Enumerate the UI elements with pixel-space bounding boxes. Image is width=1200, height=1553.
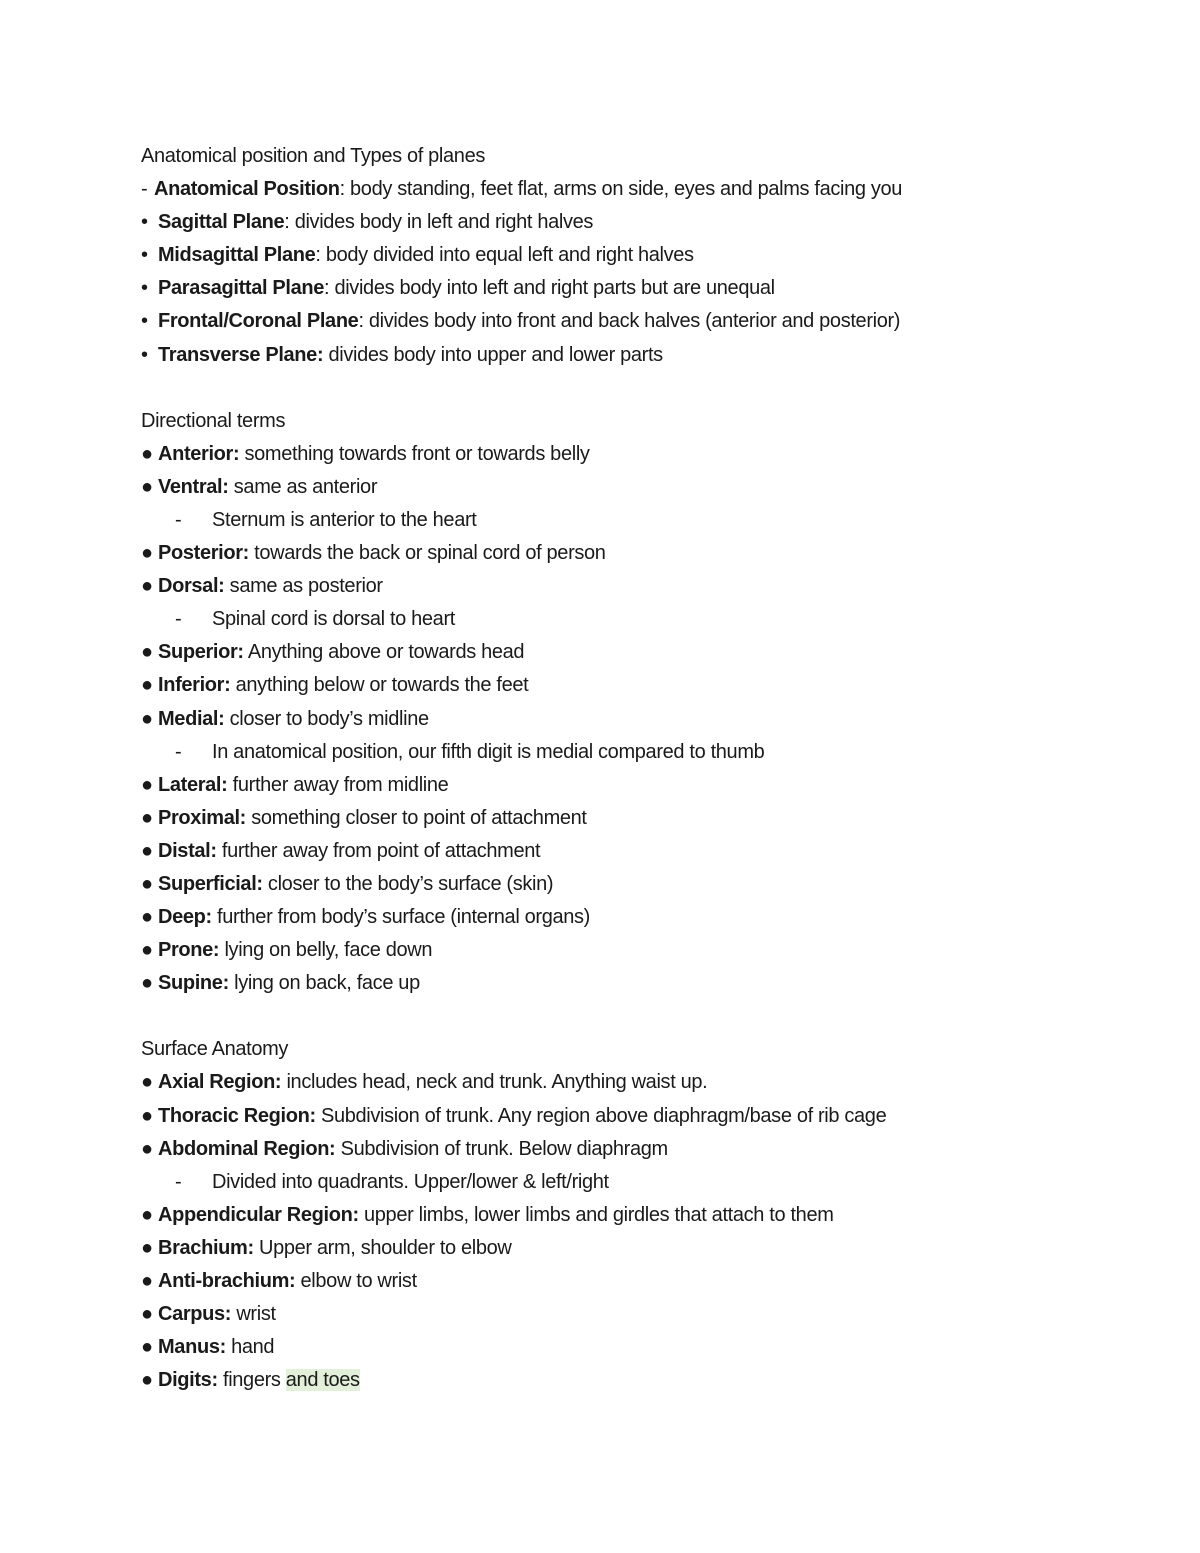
term-separator: : xyxy=(358,310,364,333)
term: Brachium: xyxy=(158,1236,254,1259)
term: Sagittal Plane xyxy=(158,211,285,234)
dash-marker: - xyxy=(175,740,182,763)
term-separator: : xyxy=(324,277,330,300)
term-separator: : xyxy=(339,178,345,201)
list-item xyxy=(141,1066,1141,1099)
section-heading: Surface Anatomy xyxy=(141,1038,289,1061)
term: Manus: xyxy=(158,1336,226,1359)
list-item xyxy=(141,471,1141,504)
list-item xyxy=(141,206,1141,239)
bullet-marker: • xyxy=(141,310,148,333)
definition: hand xyxy=(225,1336,275,1359)
list-item xyxy=(141,802,1141,835)
bullet-marker: ● xyxy=(141,1104,153,1127)
term: Superficial: xyxy=(158,872,263,895)
definition: something closer to point of attachment xyxy=(246,806,587,829)
bullet-marker: ● xyxy=(141,1270,153,1292)
bullet-marker: ● xyxy=(141,442,153,465)
list-item xyxy=(141,173,1141,206)
list-item xyxy=(141,967,1141,1000)
definition: body divided into equal left and right halves xyxy=(320,244,694,267)
section-directional-terms xyxy=(141,405,1141,1001)
definition: body standing, feet flat, arms on side, eyes and palms facing you xyxy=(344,178,903,201)
list-item xyxy=(141,636,1141,669)
definition: Divided into quadrants. Upper/lower & left/right xyxy=(212,1170,609,1193)
list-item xyxy=(141,1364,1141,1397)
term: Thoracic Region: xyxy=(158,1104,316,1127)
definition: same as posterior xyxy=(224,575,383,598)
term: Abdominal Region: xyxy=(158,1137,336,1160)
term: Anterior: xyxy=(158,442,240,465)
bullet-marker: • xyxy=(141,343,148,366)
section-anatomical-position xyxy=(141,140,1141,372)
term: Superior: xyxy=(158,641,244,664)
bullet-marker: • xyxy=(141,277,148,300)
list-item xyxy=(141,1232,1141,1265)
bullet-marker: ● xyxy=(141,906,153,929)
bullet-marker: ● xyxy=(141,872,153,895)
dash-marker: - xyxy=(175,608,182,631)
definition: towards the back or spinal cord of person xyxy=(248,542,606,565)
bullet-marker: ● xyxy=(141,1336,153,1359)
bullet-marker: ● xyxy=(141,641,153,664)
definition: lying on back, face up xyxy=(228,972,420,995)
definition: divides body into upper and lower parts xyxy=(323,343,663,366)
bullet-marker: ● xyxy=(141,1071,153,1094)
bullet-marker: ● xyxy=(141,1303,153,1326)
term: Dorsal: xyxy=(158,575,225,598)
term: Appendicular Region: xyxy=(158,1203,359,1226)
section-surface-anatomy xyxy=(141,1033,1141,1397)
list-item xyxy=(141,1199,1141,1232)
dash-marker: - xyxy=(175,1170,182,1193)
definition: elbow to wrist xyxy=(295,1270,417,1292)
term: Frontal/Coronal Plane xyxy=(158,310,359,333)
list-item xyxy=(141,305,1141,338)
list-item xyxy=(141,1331,1141,1364)
term: Transverse Plane: xyxy=(158,343,324,366)
bullet-marker: ● xyxy=(141,542,153,565)
list-item xyxy=(141,239,1141,272)
definition: anything below or towards the feet xyxy=(230,674,529,697)
bullet-marker: ● xyxy=(141,1203,153,1226)
bullet-marker: ● xyxy=(141,773,153,796)
sub-list-item xyxy=(141,504,1141,537)
document-page xyxy=(141,140,1141,1430)
definition: Anything above or towards head xyxy=(243,641,525,664)
list-item xyxy=(141,570,1141,603)
bullet-marker: ● xyxy=(141,1137,153,1160)
bullet-marker: ● xyxy=(141,1369,153,1392)
section-heading: Directional terms xyxy=(141,409,286,432)
definition: wrist xyxy=(231,1303,276,1326)
definition: Sternum is anterior to the heart xyxy=(212,508,477,531)
list-item xyxy=(141,1133,1141,1166)
definition: further away from midline xyxy=(227,773,449,796)
definition: closer to body’s midline xyxy=(224,707,429,730)
term: Axial Region: xyxy=(158,1071,282,1094)
definition: same as anterior xyxy=(228,475,378,498)
bullet-marker: ● xyxy=(141,707,153,730)
term: Lateral: xyxy=(158,773,228,796)
term-separator: : xyxy=(315,244,321,267)
term: Prone: xyxy=(158,939,220,962)
list-item xyxy=(141,934,1141,967)
bullet-marker: • xyxy=(141,244,148,267)
term: Carpus: xyxy=(158,1303,232,1326)
bullet-marker: ● xyxy=(141,575,153,598)
definition: divides body into front and back halves (anterior and posterior) xyxy=(363,310,901,333)
term: Posterior: xyxy=(158,542,249,565)
definition: lying on belly, face down xyxy=(219,939,433,962)
section-heading: Anatomical position and Types of planes xyxy=(141,145,485,167)
list-item xyxy=(141,339,1141,372)
list-item xyxy=(141,835,1141,868)
term: Proximal: xyxy=(158,806,246,829)
definition: Subdivision of trunk. Below diaphragm xyxy=(335,1137,668,1160)
list-item xyxy=(141,272,1141,305)
term: Parasagittal Plane xyxy=(158,277,325,300)
term: Deep: xyxy=(158,906,212,929)
sub-list-item xyxy=(141,1166,1141,1199)
list-item xyxy=(141,769,1141,802)
term: Medial: xyxy=(158,707,225,730)
bullet-marker: ● xyxy=(141,1236,153,1259)
term: Digits: xyxy=(158,1369,218,1392)
highlighted-text: and toes xyxy=(285,1369,360,1392)
list-item xyxy=(141,868,1141,901)
list-item xyxy=(141,438,1141,471)
definition: Spinal cord is dorsal to heart xyxy=(212,608,455,631)
definition: divides body in left and right halves xyxy=(289,211,594,234)
definition: In anatomical position, our fifth digit is medial compared to thumb xyxy=(212,740,765,763)
bullet-marker: ● xyxy=(141,939,153,962)
term: Distal: xyxy=(158,839,217,862)
term: Anatomical Position xyxy=(154,178,340,201)
term: Ventral: xyxy=(158,475,229,498)
list-item xyxy=(141,703,1141,736)
sub-list-item xyxy=(141,736,1141,769)
definition: closer to the body’s surface (skin) xyxy=(262,872,554,895)
definition: something towards front or towards belly xyxy=(239,442,590,465)
list-item xyxy=(141,537,1141,570)
term: Anti-brachium: xyxy=(158,1270,296,1292)
bullet-marker: • xyxy=(141,211,148,234)
term-separator: : xyxy=(284,211,290,234)
term: Supine: xyxy=(158,972,229,995)
list-item xyxy=(141,669,1141,702)
sub-list-item xyxy=(141,603,1141,636)
list-item xyxy=(141,1298,1141,1331)
dash-marker: - xyxy=(141,178,148,201)
bullet-marker: ● xyxy=(141,839,153,862)
dash-marker: - xyxy=(175,508,182,531)
definition: divides body into left and right parts but are unequal xyxy=(329,277,775,300)
definition: upper limbs, lower limbs and girdles that attach to them xyxy=(358,1203,834,1226)
list-item xyxy=(141,1265,1141,1298)
list-item xyxy=(141,901,1141,934)
bullet-marker: ● xyxy=(141,972,153,995)
definition: includes head, neck and trunk. Anything waist up. xyxy=(281,1071,708,1094)
definition: further from body’s surface (internal organs) xyxy=(211,906,590,929)
term: Inferior: xyxy=(158,674,231,697)
list-item xyxy=(141,1100,1141,1133)
bullet-marker: ● xyxy=(141,475,153,498)
definition: further away from point of attachment xyxy=(216,839,541,862)
term: Midsagittal Plane xyxy=(158,244,316,267)
definition: fingers xyxy=(217,1369,286,1392)
bullet-marker: ● xyxy=(141,806,153,829)
bullet-marker: ● xyxy=(141,674,153,697)
definition: Subdivision of trunk. Any region above diaphragm/base of rib cage xyxy=(315,1104,887,1127)
definition: Upper arm, shoulder to elbow xyxy=(253,1236,512,1259)
